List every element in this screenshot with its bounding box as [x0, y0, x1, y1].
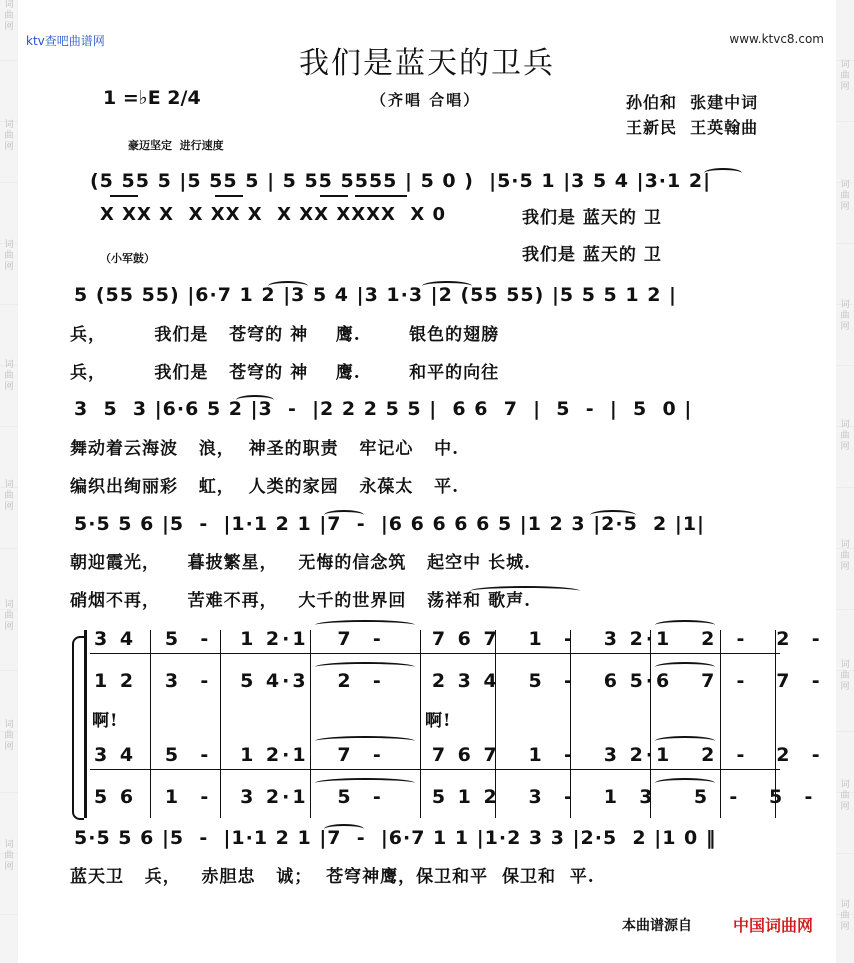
- side-watermark: 词曲网: [840, 420, 850, 452]
- lyricist-credit: 孙伯和 张建中词: [626, 93, 759, 112]
- tie: [315, 778, 415, 788]
- choir-row-2: 1 2 3 - 5 4·3 2 - 2 3 4 5 - 6 5·6 7 - 7 -: [94, 670, 823, 692]
- tie: [315, 736, 415, 746]
- tie: [315, 662, 415, 672]
- slur: [324, 510, 364, 520]
- tie: [315, 620, 415, 630]
- choir-lyric-a: 啊!: [92, 711, 119, 731]
- watermark-left: ktv查吧曲谱网: [26, 34, 105, 48]
- tie: [655, 620, 715, 630]
- lyrics-line-3-verse-2: 编织出绚丽彩 虹， 人类的家园 永葆太 平.: [70, 477, 460, 497]
- side-watermark: 词曲网: [840, 60, 850, 92]
- notation-line-1: (5 55 5 |5 55 5 | 5 55 5555 | 5 0 ) |5·5 1 |3 5 4 |3·1 2|: [90, 170, 712, 192]
- left-watermark-strip: [0, 0, 18, 963]
- lyrics-line-2-verse-2: 兵， 我们是 苍穹的 神 鹰. 和平的向往: [70, 363, 500, 383]
- side-watermark: 词曲网: [4, 720, 14, 752]
- side-watermark: 词曲网: [4, 600, 14, 632]
- notation-line-2: 5 (55 55) |6·7 1 2 |3 5 4 |3 1·3 |2 (55 55) |5 5 5 1 2 |: [74, 284, 677, 306]
- staff-rule: [90, 769, 780, 770]
- lyrics-line-1-verse-2: 我们是 蓝天的 卫: [522, 245, 662, 265]
- system-brace: [72, 636, 84, 820]
- slur: [470, 586, 580, 596]
- source-label: 本曲谱源自: [622, 918, 692, 934]
- performance-type: （齐唱 合唱）: [371, 91, 481, 109]
- slur: [324, 824, 364, 834]
- lyrics-line-4-verse-1: 朝迎霞光， 暮披繁星， 无悔的信念筑 起空中 长城.: [70, 553, 532, 573]
- slur: [590, 510, 636, 520]
- lyrics-line-4-verse-2: 硝烟不再， 苦难不再， 大千的世界回 荡祥和 歌声.: [70, 591, 532, 611]
- lyrics-line-2-verse-1: 兵， 我们是 苍穹的 神 鹰. 银色的翅膀: [70, 325, 500, 345]
- side-watermark: 词曲网: [4, 0, 14, 32]
- side-watermark: 词曲网: [840, 900, 850, 932]
- lyrics-line-1-verse-1: 我们是 蓝天的 卫: [522, 208, 662, 228]
- key-signature: 1 =♭E 2/4: [103, 87, 201, 109]
- side-watermark: 词曲网: [840, 540, 850, 572]
- side-watermark: 词曲网: [4, 480, 14, 512]
- notation-line-4: 5·5 5 6 |5 - |1·1 2 1 |7 - |6 6 6 6 6 5 |1 2 3 |2·5 2 |1|: [74, 513, 705, 535]
- tempo-marking: 豪迈坚定 进行速度: [128, 139, 224, 152]
- slur: [236, 395, 274, 405]
- composer-credit: 王新民 王英翰曲: [626, 118, 759, 137]
- watermark-right: www.ktvc8.com: [729, 32, 824, 46]
- beam: [215, 195, 243, 197]
- side-watermark: 词曲网: [840, 780, 850, 812]
- right-watermark-strip: [836, 0, 854, 963]
- lyrics-line-6: 蓝天卫 兵， 赤胆忠 诚； 苍穹神鹰，保卫和平 保卫和 平.: [70, 867, 595, 887]
- tie: [655, 736, 715, 746]
- choir-row-4: 5 6 1 - 3 2·1 5 - 5 1 2 3 - 1 3 5 - 5 -: [94, 786, 816, 808]
- tie: [655, 778, 715, 788]
- beam: [320, 195, 348, 197]
- slur: [268, 281, 308, 291]
- drum-rhythm-line: X XX X X XX X X XX XXXX X 0: [100, 204, 447, 225]
- side-watermark: 词曲网: [840, 660, 850, 692]
- side-watermark: 词曲网: [4, 360, 14, 392]
- choir-lyric-b: 啊!: [425, 711, 452, 731]
- side-watermark: 词曲网: [840, 180, 850, 212]
- side-watermark: 词曲网: [4, 120, 14, 152]
- slur: [704, 168, 742, 178]
- beam: [110, 195, 138, 197]
- source-site-link[interactable]: 中国词曲网: [733, 916, 814, 935]
- lyrics-line-3-verse-1: 舞动着云海波 浪， 神圣的职责 牢记心 中.: [70, 439, 460, 459]
- slur: [422, 281, 472, 291]
- system-barline: [84, 630, 87, 818]
- notation-line-3: 3 5 3 |6·6 5 2 |3 - |2 2 2 5 5 | 6 6 7 | 5 - | 5 0 |: [74, 398, 693, 420]
- side-watermark: 词曲网: [840, 300, 850, 332]
- beam: [355, 195, 407, 197]
- choir-row-3: 3 4 5 - 1 2·1 7 - 7 6 7 1 - 3 2·1 2 - 2 -: [94, 744, 823, 766]
- notation-line-6: 5·5 5 6 |5 - |1·1 2 1 |7 - |6·7 1 1 |1·2 3 3 |2·5 2 |1 0 ‖: [74, 827, 717, 849]
- side-watermark: 词曲网: [4, 240, 14, 272]
- score-title: 我们是蓝天的卫兵: [299, 46, 555, 81]
- drum-note: （小军鼓）: [100, 252, 155, 265]
- choir-row-1: 3 4 5 - 1 2·1 7 - 7 6 7 1 - 3 2·1 2 - 2 -: [94, 628, 823, 650]
- side-watermark: 词曲网: [4, 840, 14, 872]
- staff-rule: [90, 653, 780, 654]
- tie: [655, 662, 715, 672]
